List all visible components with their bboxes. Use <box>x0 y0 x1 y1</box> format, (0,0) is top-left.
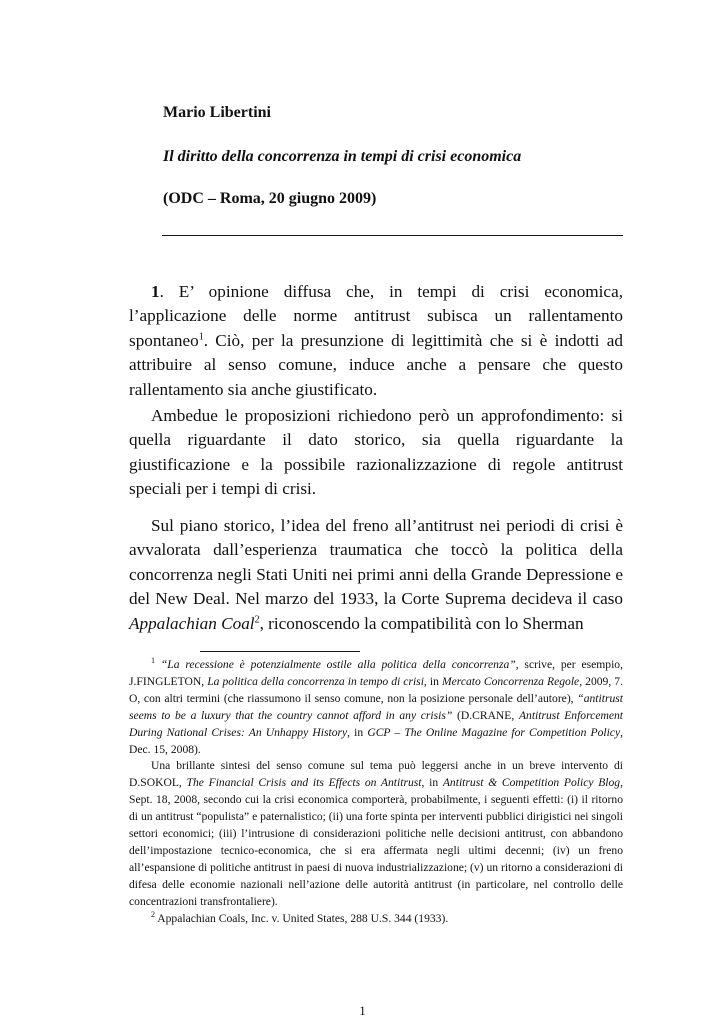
footnote-2 <box>129 911 623 928</box>
paragraph-2 <box>129 404 623 502</box>
author-name: Mario Libertini <box>163 104 271 121</box>
paragraph-1 <box>129 280 623 402</box>
paragraph-text: Ambedue le proposizioni richiedono però un approfondimento: si quella riguardante il dato storico, sia quella riguardante la giustificazione e la possibile razionalizzazione di regole antitrust speciali per i tempi di crisi. <box>129 406 623 499</box>
event-info: (ODC – Roma, 20 giugno 2009) <box>163 190 377 207</box>
document-title: Il diritto della concorrenza in tempi di crisi economica <box>163 148 522 165</box>
paragraph-3 <box>129 514 623 636</box>
journal-title: Antitrust & Competition Policy Blog, <box>442 776 623 790</box>
footnote-separator <box>200 651 360 652</box>
footnote-text: Una brillante sintesi del senso comune sul tema può leggersi anche in un breve intervento di D.SOKOL, <box>129 759 623 790</box>
journal-title: Mercato Concorrenza Regole <box>441 674 580 688</box>
footnote-text: , scrive, per esempio, J.FINGLETON, <box>129 658 623 688</box>
footnotes <box>129 657 623 928</box>
footnote-text: , in <box>347 725 368 739</box>
paragraph-text: Sul piano storico, l’idea del freno all’antitrust nei periodi di crisi è avvalorata dall’esperienza traumatica che toccò la politica della concorrenza negli Stati Uniti nei primi anni della Grande Depressione e del New Deal. Nel marzo del 1933, la Corte Suprema decideva il caso <box>129 516 623 609</box>
work-title: La politica della concorrenza in tempo di crisi <box>207 674 424 688</box>
journal-title: GCP – The Online Magazine for Competition Policy <box>367 725 621 739</box>
footnote-1-continued <box>129 758 623 910</box>
title-divider <box>162 235 623 236</box>
paragraph-text: . E’ opinione diffusa che, in tempi di crisi economica, l’applicazione delle norme antitrust subisca un rallentamento spontaneo <box>129 282 623 350</box>
footnote-ref[interactable]: 1 <box>198 331 204 343</box>
footnote-mark: 1 <box>151 656 155 666</box>
footnote-text: , in <box>421 776 443 790</box>
quote: “La recessione è potenzialmente ostile alla politica della concorrenza” <box>160 658 516 671</box>
work-title: The Financial Crisis and its Effects on Antitrust <box>186 776 422 790</box>
quote: “antitrust seems to be a luxury that the country cannot afford in any crisis” <box>129 691 623 722</box>
paragraph-text: . Ciò, per la presunzione di legittimità che si è indotti ad attribuire al senso comune, induce anche a pensare che questo rallentamento sia anche giustificato. <box>129 330 623 399</box>
work-title: Antitrust Enforcement During National Crises: An Unhappy History <box>129 708 623 739</box>
page-number: 1 <box>359 1003 366 1018</box>
footnote-text: Sept. 18, 2008, secondo cui la crisi economica comporterà, probabilmente, i seguenti effetti: (i) il ritorno di un antitrust “populista” e paternalistico; (ii) una forte spinta per interventi pubblici dirigistici nei singoli settori economici; (iii) l’intrusione di considerazioni politiche nelle decisioni antitrust, con abbandono dell’impostazione tecnico-economica, che si era affermata negli ultimi decenni; (iv) un freno all’espansione di politiche antitrust in paesi di nuova industrializzazione; (v) un ritorno a considerazioni di difesa delle economie nazionali nell’azione delle autorità antitrust (in particolare, nel controllo delle concentrazioni transfrontaliere). <box>129 793 623 908</box>
footnote-text: , in <box>423 674 442 688</box>
footnote-text: Appalachian Coals, Inc. v. United States, 288 U.S. 344 (1933). <box>155 911 449 925</box>
footnote-1 <box>129 657 623 758</box>
footnote-ref[interactable]: 2 <box>254 613 260 625</box>
paragraph-text: , riconoscendo la compatibilità con lo Sherman <box>259 613 584 633</box>
footnote-mark: 2 <box>151 909 155 919</box>
section-number: 1 <box>151 282 160 301</box>
case-name: Appalachian Coal <box>129 613 255 633</box>
footnote-text: , Dec. 15, 2008). <box>129 725 624 756</box>
footnote-text: , 2009, 7. O, con altri termini (che riassumono il senso comune, non la posizione personale dell’autore), <box>129 674 624 705</box>
footnote-text: (D.CRANE, <box>452 708 519 722</box>
